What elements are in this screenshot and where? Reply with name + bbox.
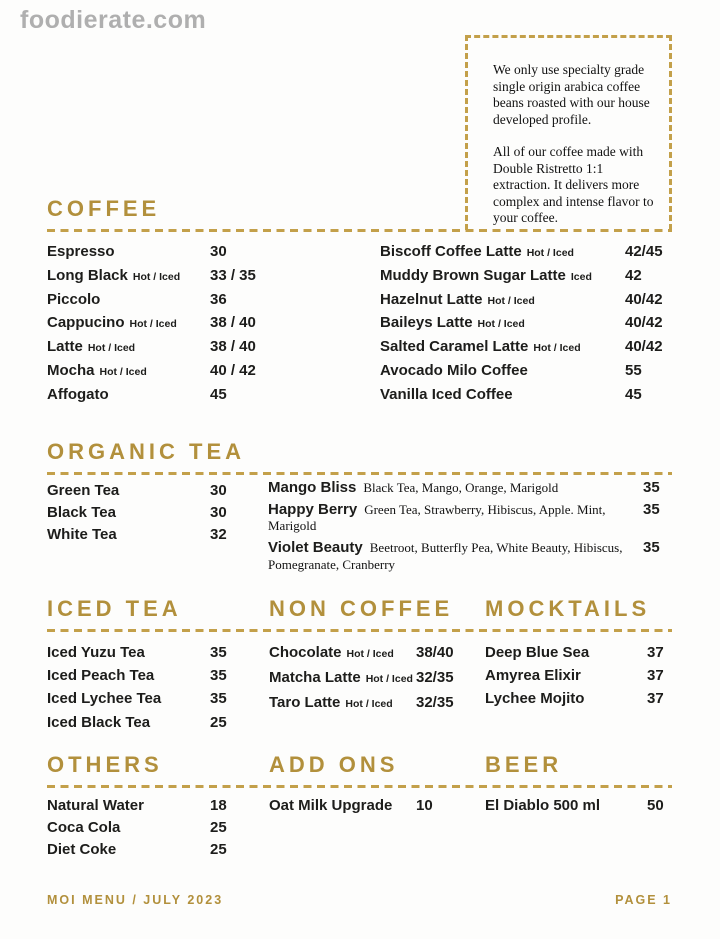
item-name: Mango Bliss — [268, 478, 357, 496]
item-name: Black Tea — [47, 503, 116, 521]
item-price: 35 — [643, 478, 660, 496]
menu-item-row — [485, 664, 672, 687]
item-variant-label: Iced — [570, 270, 592, 283]
section-row-drinks — [47, 596, 672, 735]
item-variant-label: Hot / Iced — [345, 698, 393, 711]
item-price: 30 — [210, 503, 227, 521]
item-price: 40 / 42 — [210, 361, 256, 379]
item-price: 37 — [647, 643, 664, 661]
menu-item-row — [47, 664, 247, 687]
item-name: Long Black — [47, 266, 128, 284]
menu-item-row — [268, 480, 672, 497]
page-footer — [47, 893, 672, 907]
menu-item-row — [380, 360, 672, 384]
item-name: Amyrea Elixir — [485, 666, 581, 684]
menu-item-row — [485, 795, 672, 817]
watermark: foodierate.com — [20, 6, 207, 34]
item-name: Baileys Latte — [380, 314, 473, 332]
menu-content — [47, 0, 672, 861]
menu-item-row — [485, 641, 672, 664]
item-price: 36 — [210, 290, 227, 308]
menu-item-row — [47, 384, 262, 408]
item-price: 10 — [416, 797, 433, 815]
menu-item-row — [47, 687, 247, 710]
item-price: 55 — [625, 361, 642, 379]
item-description: Beetroot, Butterfly Pea, White Beauty, Hibiscus, Pomegranate, Cranberry — [268, 540, 623, 572]
section-title-others: OTHERS — [47, 752, 163, 778]
menu-item-row — [380, 336, 672, 360]
item-variant-label: Hot / Iced — [533, 342, 581, 355]
coffee-right-column — [380, 241, 672, 408]
menu-item-row — [380, 312, 672, 336]
item-name: Green Tea — [47, 481, 120, 499]
item-name: Lychee Mojito — [485, 690, 585, 708]
menu-item-row — [380, 289, 672, 313]
item-price: 37 — [647, 690, 664, 708]
organic-tea-left-column — [47, 480, 262, 546]
item-name: Iced Black Tea — [47, 713, 151, 731]
mocktails-column — [485, 641, 672, 711]
info-paragraph-2: All of our coffee made with Double Ristretto 1:1 extraction. It delivers more complex and intense flavor to your coffee. — [493, 144, 654, 225]
item-price: 50 — [647, 797, 664, 815]
beer-column — [485, 795, 672, 817]
section-title-non-coffee: NON COFFEE — [269, 595, 454, 621]
add-ons-column — [269, 795, 463, 817]
item-name: Hazelnut Latte — [380, 290, 483, 308]
item-price: 45 — [210, 385, 227, 403]
item-description: Black Tea, Mango, Orange, Marigold — [363, 479, 559, 495]
item-name: Mocha — [47, 361, 95, 379]
item-description: Green Tea, Strawberry, Hibiscus, Apple. Mint, Marigold — [268, 501, 606, 534]
organic-tea-right-column — [268, 480, 672, 579]
item-variant-label: Hot / Iced — [346, 647, 394, 660]
item-price: 38/40 — [416, 643, 454, 661]
menu-item-row — [47, 360, 262, 384]
item-variant-label: Hot / Iced — [129, 318, 177, 331]
item-price: 25 — [210, 713, 227, 731]
item-price: 30 — [210, 481, 227, 499]
item-price: 25 — [210, 841, 227, 859]
item-name: Diet Coke — [47, 841, 117, 859]
section-title-add-ons: ADD ONS — [269, 752, 399, 778]
section-title-mocktails: MOCKTAILS — [485, 595, 651, 621]
item-variant-label: Hot / Iced — [526, 247, 574, 259]
item-price: 33 / 35 — [210, 266, 256, 284]
item-name: Biscoff Coffee Latte — [380, 243, 522, 260]
menu-item-row — [268, 502, 672, 535]
item-price: 32/35 — [416, 694, 454, 712]
menu-item-row — [47, 289, 262, 313]
menu-item-row — [47, 795, 247, 817]
item-name: Salted Caramel Latte — [380, 338, 529, 356]
item-price: 40/42 — [625, 314, 663, 332]
item-variant-label: Hot / Iced — [132, 270, 181, 283]
menu-item-row — [269, 641, 463, 666]
item-name: Iced Peach Tea — [47, 666, 155, 684]
item-name: Affogato — [47, 385, 109, 403]
menu-item-row — [269, 691, 463, 716]
menu-item-row — [47, 480, 262, 502]
footer-page-number: PAGE 1 — [615, 893, 672, 907]
menu-item-row — [47, 524, 262, 546]
section-title-beer: BEER — [485, 752, 563, 778]
dashed-divider — [47, 629, 672, 632]
item-name: Taro Latte — [269, 694, 341, 712]
menu-item-row — [47, 839, 247, 861]
iced-tea-column — [47, 641, 247, 735]
item-price: 42/45 — [625, 243, 663, 260]
menu-item-row — [269, 795, 463, 817]
item-name: Natural Water — [47, 797, 144, 815]
item-price: 35 — [643, 539, 660, 557]
item-name: Violet Beauty — [268, 539, 363, 557]
section-title-iced-tea: ICED TEA — [47, 595, 182, 621]
item-name: Oat Milk Upgrade — [269, 797, 393, 815]
item-name: Espresso — [47, 243, 115, 260]
item-name: Deep Blue Sea — [485, 643, 590, 661]
menu-item-row — [268, 540, 672, 573]
menu-item-row — [380, 384, 672, 408]
non-coffee-column — [269, 641, 463, 717]
menu-item-row — [47, 641, 247, 664]
dashed-divider — [47, 229, 672, 232]
menu-item-row — [269, 666, 463, 691]
item-price: 35 — [210, 666, 227, 684]
section-row-others — [47, 752, 672, 861]
item-name: Matcha Latte — [269, 668, 361, 686]
item-name: El Diablo 500 ml — [485, 797, 601, 815]
item-name: Happy Berry — [268, 500, 358, 518]
menu-item-row — [47, 711, 247, 734]
item-name: White Tea — [47, 525, 117, 543]
item-name: Vanilla Iced Coffee — [380, 385, 513, 403]
item-price: 38 / 40 — [210, 314, 256, 332]
item-price: 30 — [210, 243, 227, 260]
item-variant-label: Hot / Iced — [87, 342, 136, 355]
item-price: 35 — [210, 643, 227, 661]
item-price: 40/42 — [625, 290, 663, 308]
coffee-left-column — [47, 241, 262, 408]
menu-item-row — [380, 265, 672, 289]
item-name: Muddy Brown Sugar Latte — [380, 266, 566, 284]
item-variant-label: Hot / Iced — [365, 672, 413, 685]
item-price: 32/35 — [416, 668, 454, 686]
item-name: Iced Yuzu Tea — [47, 643, 145, 661]
others-column — [47, 795, 247, 861]
item-price: 42 — [625, 266, 642, 284]
menu-item-row — [380, 241, 672, 265]
section-coffee — [47, 196, 672, 408]
menu-item-row — [47, 336, 262, 360]
item-price: 40/42 — [625, 338, 663, 356]
menu-item-row — [47, 265, 262, 289]
section-organic-tea — [47, 439, 672, 579]
item-name: Iced Lychee Tea — [47, 690, 162, 708]
item-price: 37 — [647, 666, 664, 684]
item-price: 35 — [643, 500, 660, 518]
menu-item-row — [47, 312, 262, 336]
item-price: 25 — [210, 819, 227, 837]
item-price: 18 — [210, 797, 227, 815]
item-price: 35 — [210, 690, 227, 708]
item-price: 45 — [625, 385, 642, 403]
item-name: Chocolate — [269, 643, 342, 661]
item-variant-label: Hot / Iced — [477, 318, 525, 331]
item-name: Latte — [47, 338, 83, 356]
item-name: Coca Cola — [47, 819, 121, 837]
info-paragraph-1: We only use specialty grade single origin arabica coffee beans roasted with our house developed profile. — [493, 62, 650, 127]
dashed-divider — [47, 785, 672, 788]
item-name: Avocado Milo Coffee — [380, 361, 528, 379]
section-title-coffee: COFFEE — [47, 196, 161, 221]
item-price: 32 — [210, 525, 227, 543]
item-price: 38 / 40 — [210, 338, 256, 356]
menu-item-row — [47, 241, 262, 265]
footer-menu-label: MOI MENU / JULY 2023 — [47, 893, 224, 907]
item-name: Piccolo — [47, 290, 101, 308]
menu-item-row — [47, 817, 247, 839]
item-variant-label: Hot / Iced — [99, 365, 147, 378]
item-variant-label: Hot / Iced — [487, 294, 535, 307]
menu-item-row — [47, 502, 262, 524]
item-name: Cappucino — [47, 314, 125, 332]
section-title-organic-tea: ORGANIC TEA — [47, 438, 245, 464]
dashed-divider — [47, 472, 672, 475]
menu-item-row — [485, 687, 672, 710]
